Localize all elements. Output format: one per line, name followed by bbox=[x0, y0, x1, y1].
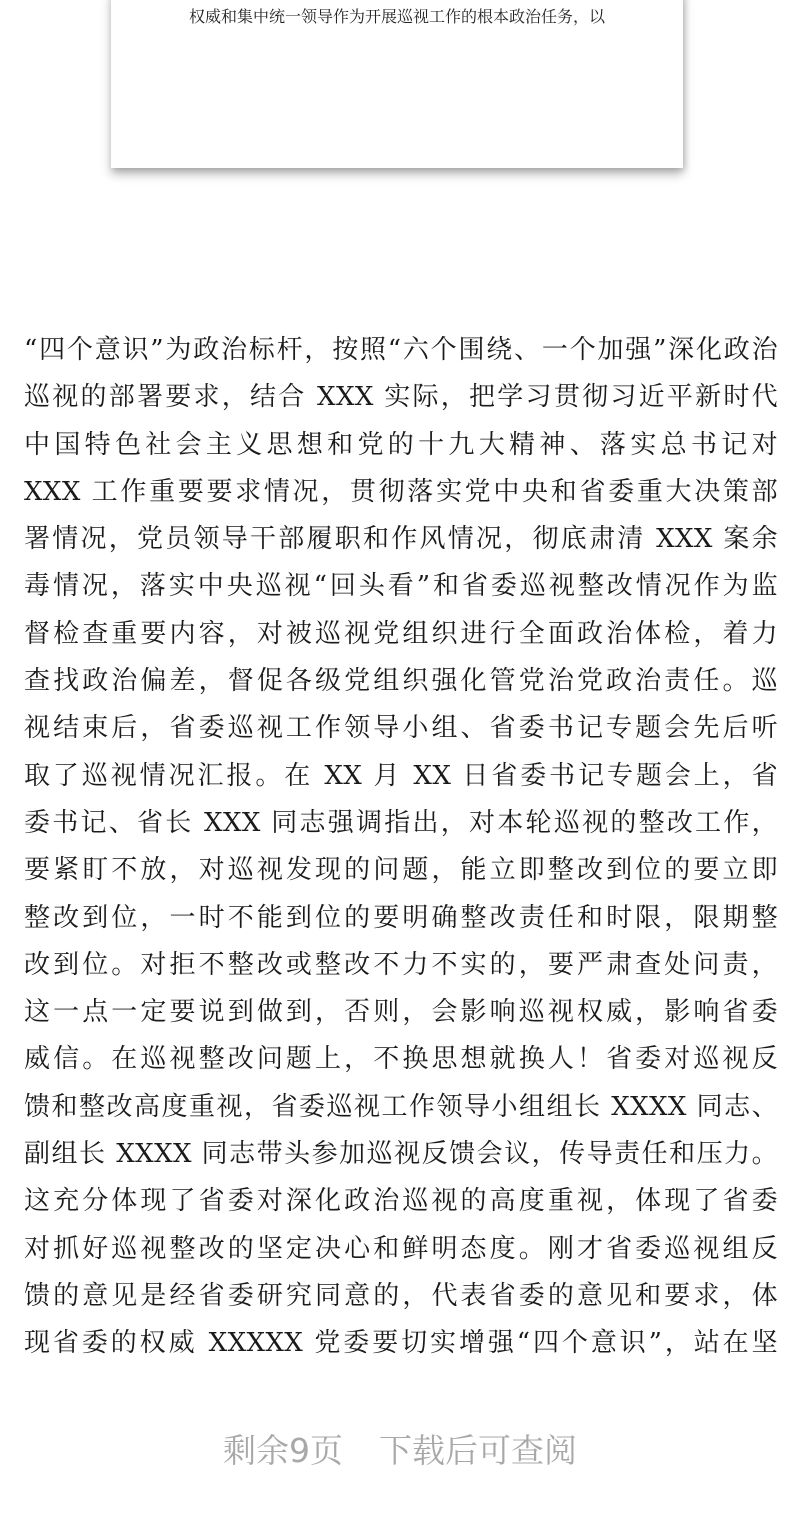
body-line: 视结束后，省委巡视工作领导小组、省委书记专题会先后听 bbox=[24, 713, 778, 744]
body-line: 现省委的权威 XXXXX 党委要切实增强“四个意识”，站在坚 bbox=[24, 1328, 778, 1359]
body-line: 副组长 XXXX 同志带头参加巡视反馈会议，传导责任和压力。 bbox=[24, 1139, 778, 1170]
body-line: 取了巡视情况汇报。在 XX 月 XX 日省委书记专题会上，省 bbox=[24, 760, 778, 791]
body-line: 对抓好巡视整改的坚定决心和鲜明态度。刚才省委巡视组反 bbox=[24, 1233, 778, 1264]
body-line: 巡视的部署要求，结合 XXX 实际，把学习贯彻习近平新时代 bbox=[24, 382, 778, 413]
download-prompt[interactable] bbox=[0, 1425, 800, 1472]
body-line: 委书记、省长 XXX 同志强调指出，对本轮巡视的整改工作， bbox=[24, 807, 778, 838]
body-line: “四个意识”为政治标杆，按照“六个围绕、一个加强”深化政治 bbox=[24, 335, 778, 365]
body-line: 查找政治偏差，督促各级党组织强化管党治党政治责任。巡 bbox=[24, 666, 778, 697]
body-line: XXX 工作重要要求情况，贯彻落实党中央和省委重大决策部 bbox=[24, 476, 778, 507]
body-line: 这一点一定要说到做到，否则，会影响巡视权威，影响省委 bbox=[24, 997, 778, 1028]
body-line: 毒情况，落实中央巡视“回头看”和省委巡视整改情况作为监 bbox=[24, 571, 778, 602]
download-to-view-text: 下载后可查阅 bbox=[379, 1431, 577, 1470]
previous-page-card bbox=[111, 0, 683, 168]
previous-page-last-line: 权威和集中统一领导作为开展巡视工作的根本政治任务，以 bbox=[188, 7, 605, 26]
body-line: 这充分体现了省委对深化政治巡视的高度重视，体现了省委 bbox=[24, 1186, 778, 1217]
body-line: 要紧盯不放，对巡视发现的问题，能立即整改到位的要立即 bbox=[24, 855, 778, 886]
body-line: 改到位。对拒不整改或整改不力不实的，要严肃查处问责， bbox=[24, 949, 778, 980]
body-line: 整改到位，一时不能到位的要明确整改责任和时限，限期整 bbox=[24, 902, 778, 933]
document-body bbox=[24, 327, 778, 1368]
body-line: 中国特色社会主义思想和党的十九大精神、落实总书记对 bbox=[24, 429, 778, 460]
body-line: 督检查重要内容，对被巡视党组织进行全面政治体检，着力 bbox=[24, 618, 778, 649]
remaining-pages-text: 剩余9页 bbox=[223, 1431, 343, 1470]
body-line: 威信。在巡视整改问题上，不换思想就换人！省委对巡视反 bbox=[24, 1044, 778, 1075]
body-line: 馈的意见是经省委研究同意的，代表省委的意见和要求，体 bbox=[24, 1280, 778, 1311]
body-line: 署情况，党员领导干部履职和作风情况，彻底肃清 XXX 案余 bbox=[24, 524, 778, 555]
body-line: 馈和整改高度重视，省委巡视工作领导小组组长 XXXX 同志、 bbox=[24, 1091, 778, 1122]
